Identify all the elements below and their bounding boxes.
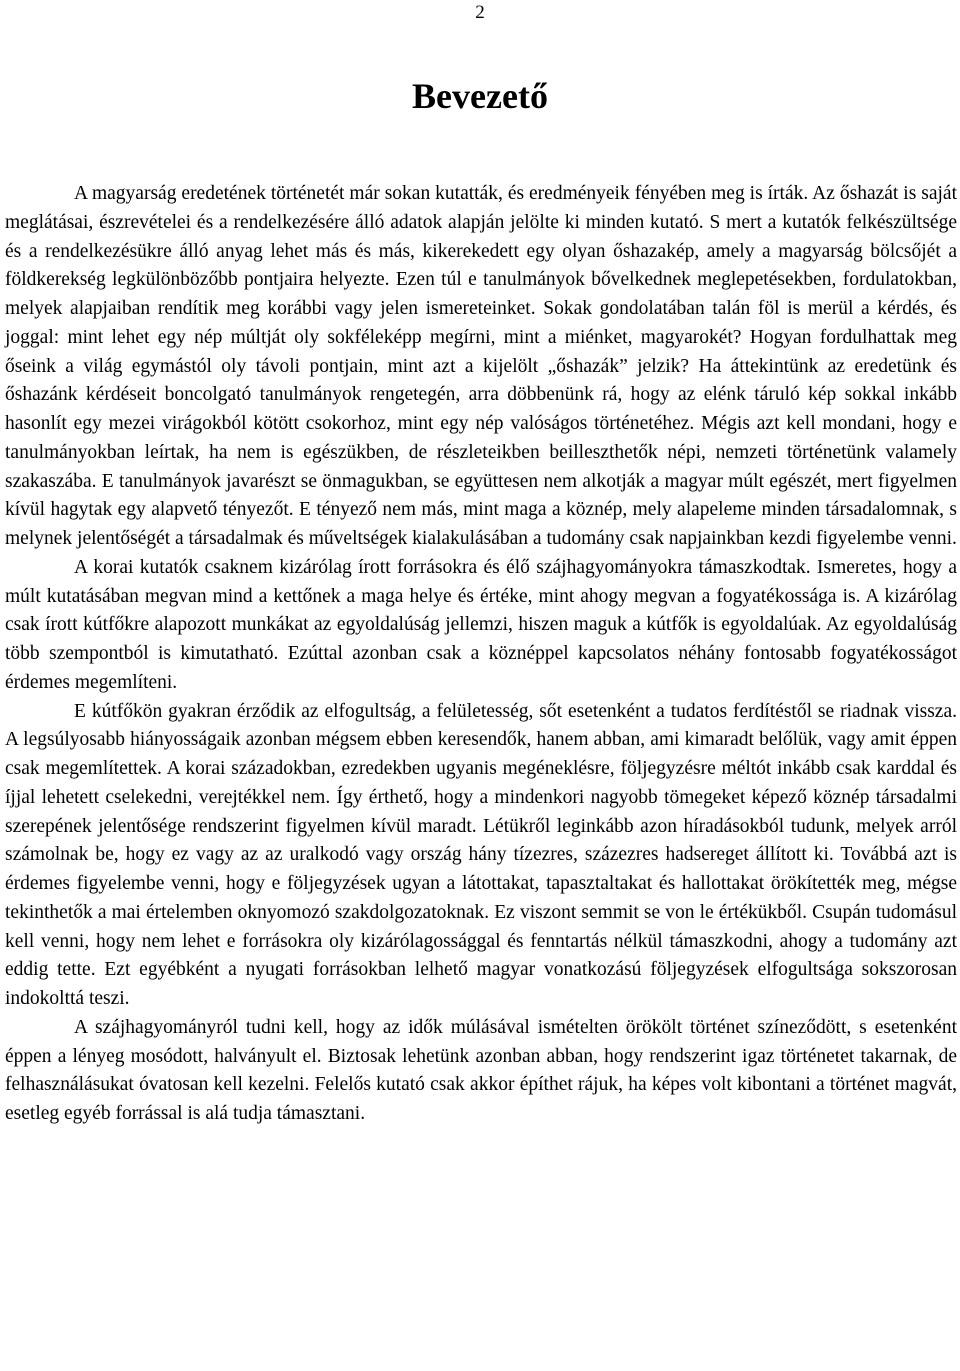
paragraph: A korai kutatók csaknem kizárólag írott forrásokra és élő szájhagyományokra támaszkodtak. Ismeretes, hogy a múlt kutatásában megvan mind a kettőnek a maga helye és értéke, mint ahogy megvan a fogyatékossága is. A kizárólag csak írott kútfőkre alapozott munkákat az egyoldalúság jellemzi, hiszen maguk a kútfők is egyoldalúak. Az egyoldalúság több szempontból is kimutatható. Ezúttal azonban csak a köznéppel kapcsolatos néhány fontosabb fogyatékosságot érdemes megemlíteni. [5, 556, 957, 693]
paragraph: E kútfőkön gyakran érződik az elfogultság, a felületesség, sőt esetenként a tudatos ferdítéstől se riadnak vissza. A legsúlyosabb hiányosságaik azonban mégsem ebben keresendők, hanem abban, ami kimaradt belőlük, vagy amit éppen csak megemlítettek. A korai századokban, ezredekben ugyanis megéneklésre, följegyzésre méltót inkább csak karddal és íjjal lehetett cselekedni, verejtékkel nem. Így érthető, hogy a mindenkori nagyobb tömegeket képező köznép társadalmi szerepének jelentősége rendszerint figyelmen kívül maradt. Létükről leginkább azon híradásokból tudunk, melyek arról számolnak be, hogy ez vagy az az uralkodó vagy ország hány tízezres, százezres hadsereget állított ki. Továbbá azt is érdemes figyelembe venni, hogy e följegyzések ugyan a látottakat, tapasztaltakat és hallottakat örökítették meg, mégse tekinthetők a mai értelemben oknyomozó szakdolgozatoknak. Ez viszont semmit se von le értékükből. Csupán tudomásul kell venni, hogy nem lehet e forrásokra oly kizárólagossággal és fenntartás nélkül támaszkodni, ahogy a tudomány azt eddig tette. Ezt egyébként a nyugati forrásokban lelhető magyar vonatkozású följegyzések elfogultsága sokszorosan indokolttá teszi. [5, 700, 957, 1009]
page-title: Bevezető [412, 76, 548, 116]
paragraph: A szájhagyományról tudni kell, hogy az idők múlásával ismételten örökölt történet színeződött, s esetenként éppen a lényeg mosódott, halványult el. Biztosak lehetünk azonban abban, hogy rendszerint igaz történetet takarnak, de felhasználásukat óvatosan kell kezelni. Felelős kutató csak akkor építhet rájuk, ha képes volt kibontani a történet magvát, esetleg egyéb forrással is alá tudja támasztani. [5, 1016, 957, 1124]
paragraph: A magyarság eredetének történetét már sokan kutatták, és eredményeik fényében meg is írták. Az őshazát is saját meglátásai, észrevételei és a rendelkezésére álló adatok alapján jelölte ki minden kutató. S mert a kutatók felkészültsége és a rendelkezésükre álló anyag lehet más és más, kikerekedett egy olyan őshazakép, amely a magyarság bölcsőjét a földkerekség legkülönbözőbb pontjaira helyezte. Ezen túl e tanulmányok bővelkednek meglepetésekben, fordulatokban, melyek alapjaiban rendítik meg korábbi vagy jelen ismereteinket. Sokak gondolatában talán föl is merül a kérdés, és joggal: mint lehet egy nép múltját oly sokféleképp megírni, mint a miénket, magyarokét? Hogyan fordulhattak meg őseink a világ egymástól oly távoli pontjain, mint azt a kijelölt „őshazák” jelzik? Ha áttekintünk az eredetünk és őshazánk kérdéseit boncolgató tanulmányok rengetegén, arra döbbenünk rá, hogy az elénk táruló kép sokkal inkább hasonlít egy mezei virágokból kötött csokorhoz, mint egy nép valóságos történetéhez. Mégis azt kell mondani, hogy e tanulmányokban leírtak, ha nem is egészükben, de részleteikben beilleszthetők népi, nemzeti történetünk valamely szakaszába. E tanulmányok javarészt se önmagukban, se együttesen nem alkotják a magyar múlt egészét, mert figyelmen kívül hagytak egy alapvető tényezőt. E tényező nem más, mint maga a köznép, mely alapeleme minden társadalomnak, s melynek jelentőségét a társadalmak és műveltségek kialakulásában a tudomány csak napjainkban kezdi figyelembe venni. [5, 183, 957, 549]
page-number: 2 [475, 2, 485, 23]
body-text [5, 180, 957, 1129]
